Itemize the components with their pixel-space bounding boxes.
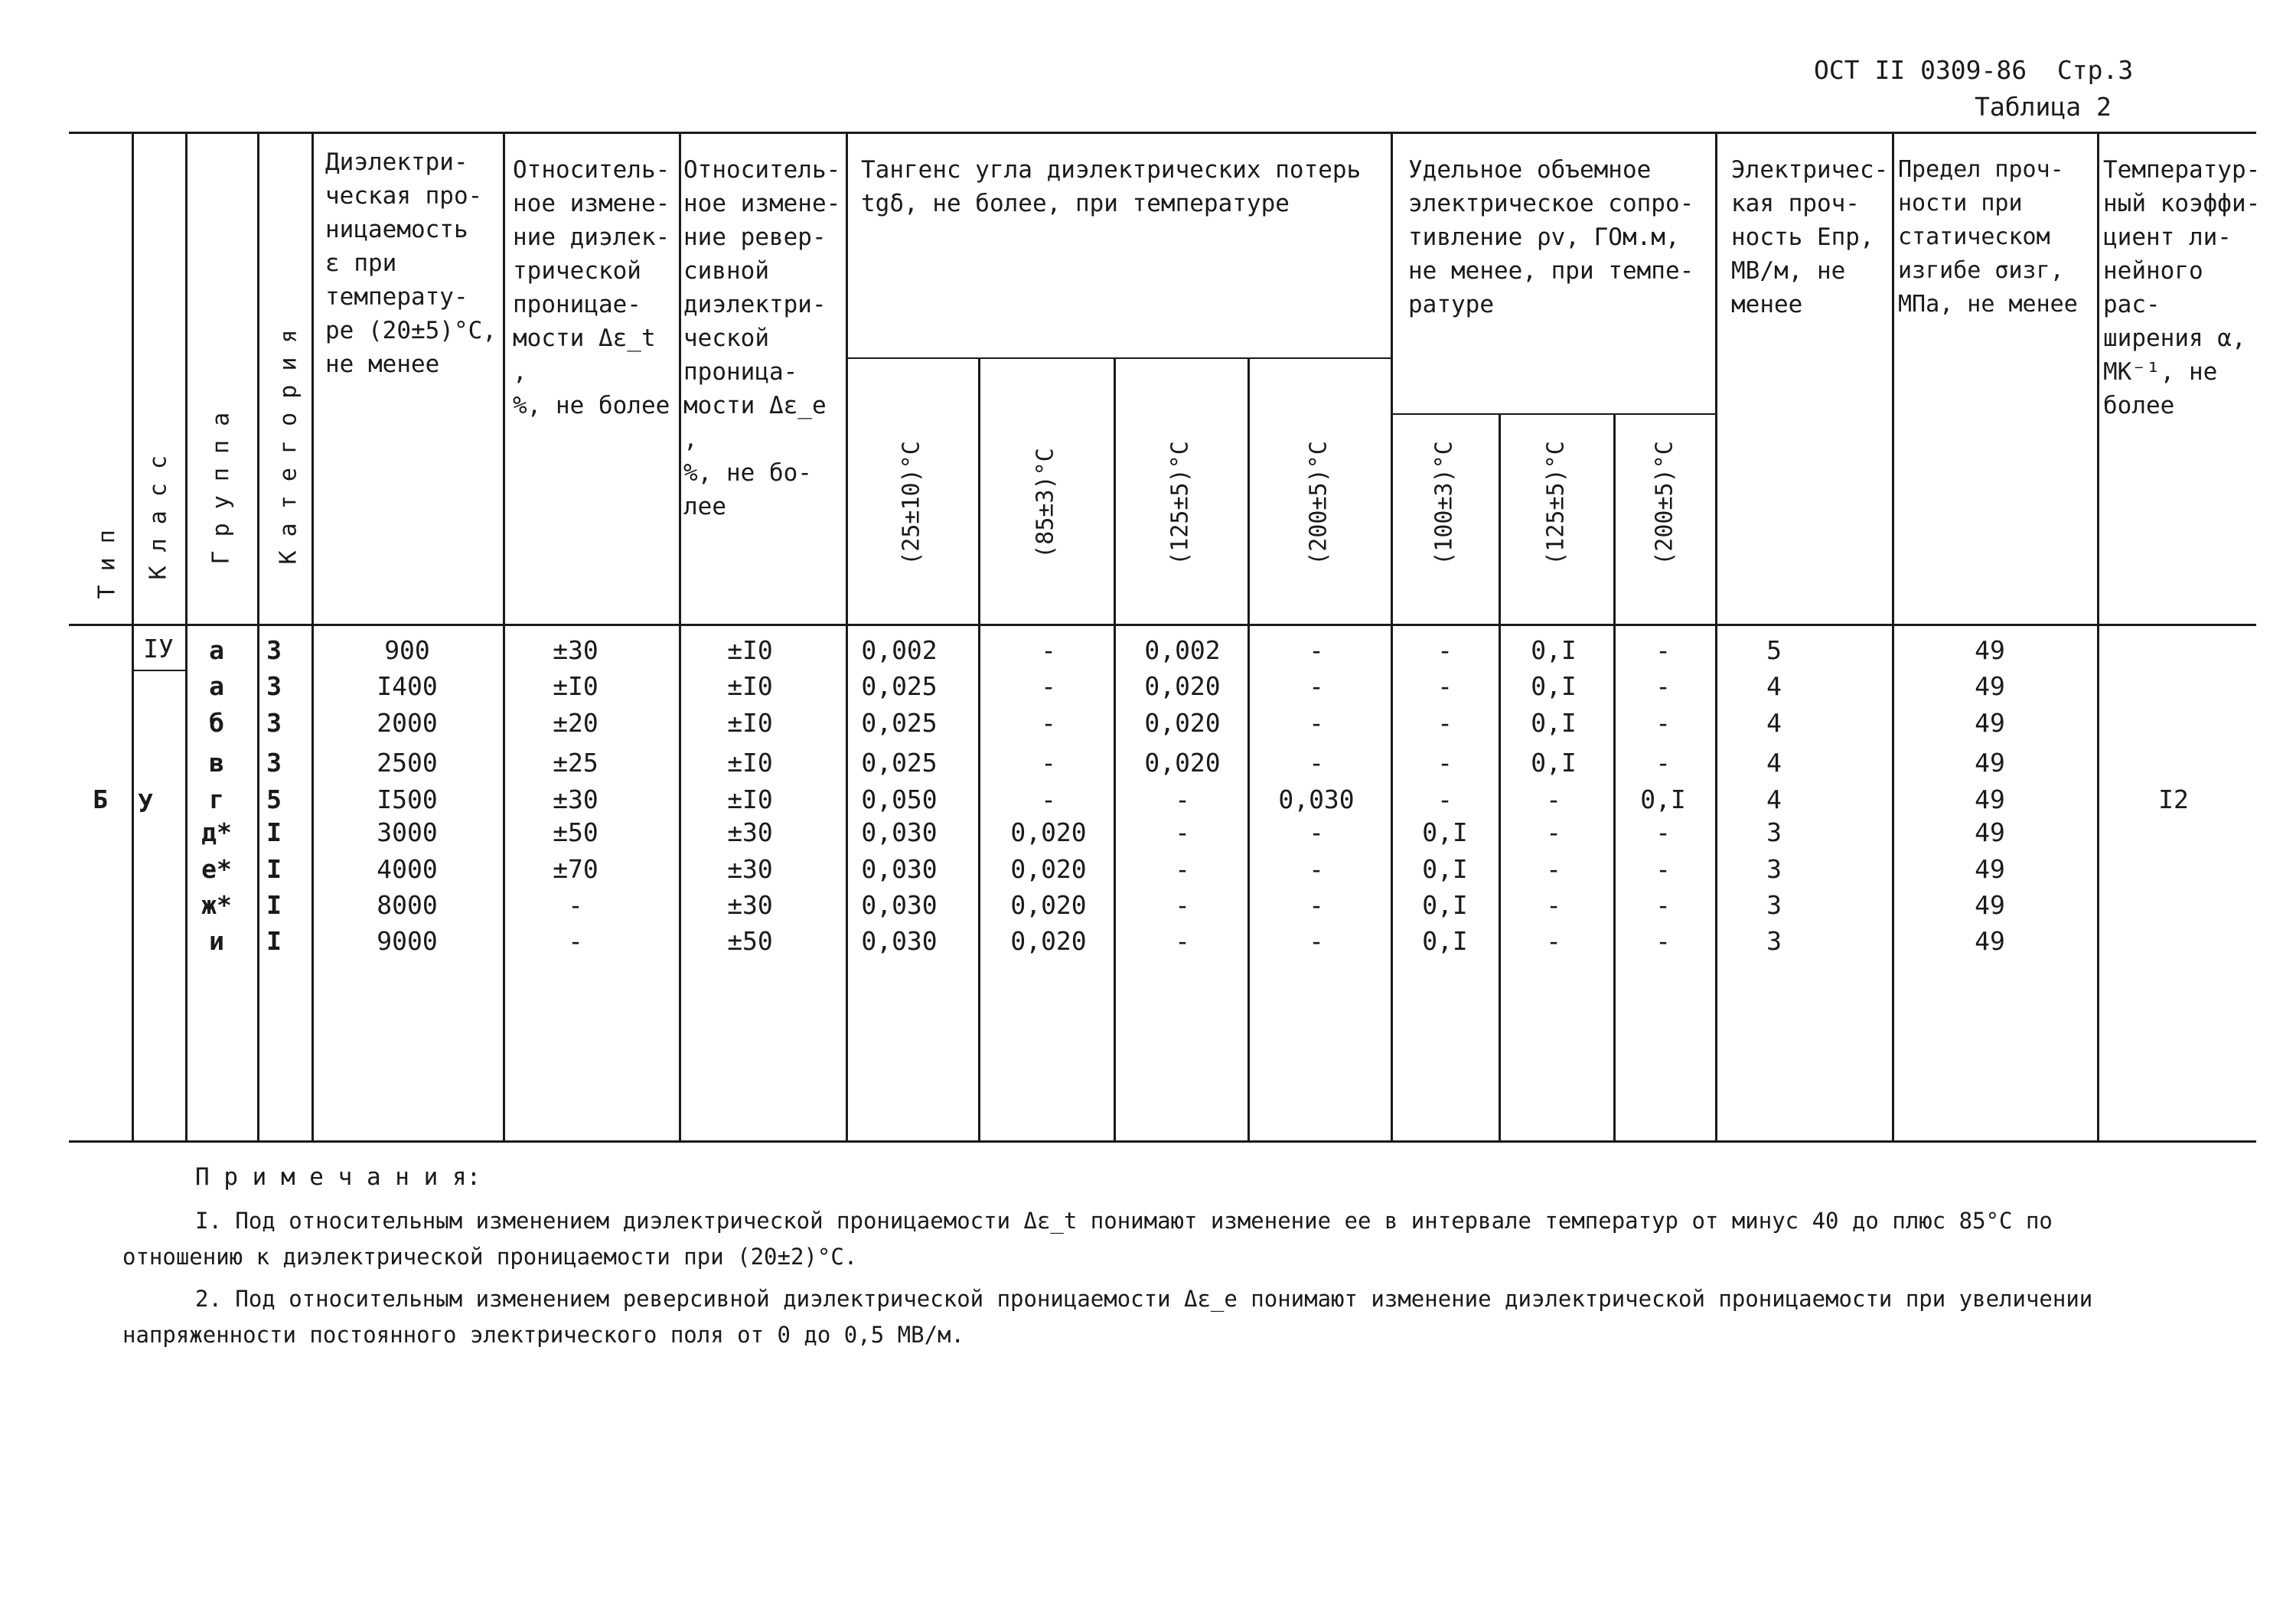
cell-t3: - [1175,817,1190,847]
cell-r2: - [1546,817,1561,847]
notes-title: П р и м е ч а н и я: [195,1163,481,1191]
cell-t4: - [1309,926,1324,956]
cell-de: ±I0 [727,671,773,701]
cell-kat: 3 [266,748,282,778]
cell-t1: 0,025 [861,748,938,778]
cell-de: ±I0 [727,708,773,738]
cell-bend: 49 [1975,708,2005,738]
header-res-group: Удельное объемное электрическое сопро- тивление ρv, ГОм.м, не менее, при темпе- ратуре [1408,156,1694,318]
cell-t1: 0,002 [861,635,938,665]
col-rule [503,132,505,1142]
cell-t4: - [1309,671,1324,701]
cell-epr: 4 [1766,748,1782,778]
cell-kat: 3 [266,635,282,665]
header-tan-t4: (200±5)°C [1305,441,1332,566]
cell-dt: ±20 [553,708,598,738]
cell-r2: - [1546,926,1561,956]
cell-dt: - [568,890,583,920]
cell-r1: - [1437,671,1453,701]
cell-gruppa: б [209,708,224,738]
cell-t1: 0,050 [861,784,938,814]
cell-r1: 0,I [1422,854,1468,884]
cell-epr: 4 [1766,708,1782,738]
cell-dt: - [568,926,583,956]
cell-dt: ±30 [553,635,598,665]
col-rule [978,357,980,1142]
cell-kat: I [266,926,282,956]
cell-gruppa: е* [201,854,232,884]
cell-klass-first: IУ [143,634,174,664]
cell-r2: 0,I [1531,635,1577,665]
cell-kat: 3 [266,708,282,738]
header-rev-change: Относитель- ное измене- ние ревер- сивной диэлектри- ческой проница- мости Δε_e , %, не бо- лее [683,156,841,520]
cell-t1: 0,025 [861,708,938,738]
table-label: Таблица 2 [1975,92,2112,122]
cell-r2: - [1546,854,1561,884]
cell-epr: 3 [1766,926,1782,956]
cell-dt: ±25 [553,748,598,778]
cell-t4: - [1309,708,1324,738]
cell-r3: - [1655,748,1671,778]
cell-t3: - [1175,784,1190,814]
cell-t4: - [1309,890,1324,920]
cell-de: ±I0 [727,635,773,665]
cell-gruppa: и [209,926,224,956]
note-2-line-2: напряженности постоянного электрического поля от 0 до 0,5 МВ/м. [122,1322,964,1348]
cell-eps: 2500 [377,748,438,778]
header-permittivity: Диэлектри- ческая про- ницаемость ε при температу- ре (20±5)°С, не менее [325,148,497,378]
cell-epr: 3 [1766,890,1782,920]
cell-kat: I [266,890,282,920]
tan-subheader-rule [846,357,1391,359]
cell-de: ±I0 [727,748,773,778]
cell-r1: 0,I [1422,926,1468,956]
header-klass: К л а с с [145,455,172,580]
note-1-line-1: I. Под относительным изменением диэлектрической проницаемости Δε_t понимают изменение ее в интервале температур от минус 40 до плюс 85°С по [195,1208,2053,1234]
cell-r3: 0,I [1640,784,1686,814]
cell-r2: - [1546,784,1561,814]
col-rule [1613,413,1616,1142]
cell-t2: - [1041,635,1056,665]
cell-r3: - [1655,817,1671,847]
cell-t2: 0,020 [1010,890,1087,920]
res-subheader-rule [1391,413,1715,415]
cell-t4: 0,030 [1278,784,1355,814]
cell-t1: 0,025 [861,671,938,701]
col-rule [1391,132,1393,1142]
cell-r3: - [1655,854,1671,884]
cell-epr: 4 [1766,784,1782,814]
cell-r3: - [1655,635,1671,665]
cell-kat: 5 [266,784,282,814]
cell-dt: ±I0 [553,671,598,701]
cell-gruppa: в [209,748,224,778]
cell-t3: 0,020 [1144,708,1221,738]
col-rule [679,132,681,1142]
cell-gruppa: а [209,635,224,665]
cell-t4: - [1309,817,1324,847]
header-res-t1: (100±3)°C [1430,441,1458,566]
cell-t2: - [1041,708,1056,738]
header-bottom-rule [69,624,2256,626]
cell-gruppa: а [209,671,224,701]
cell-bend: 49 [1975,817,2005,847]
cell-r1: - [1437,635,1453,665]
cell-t3: 0,020 [1144,671,1221,701]
header-tan-group: Тангенс угла диэлектрических потерь tgδ, не более, при температуре [861,156,1362,217]
cell-t3: 0,002 [1144,635,1221,665]
cell-dt: ±50 [553,817,598,847]
cell-bend: 49 [1975,784,2005,814]
cell-t2: - [1041,784,1056,814]
document-reference: ОСТ II 0309-86 Стр.3 [1814,55,2134,85]
col-rule [1499,413,1501,1142]
cell-t1: 0,030 [861,817,938,847]
cell-epr: 3 [1766,854,1782,884]
cell-de: ±30 [727,817,773,847]
cell-t2: 0,020 [1010,817,1087,847]
cell-t4: - [1309,748,1324,778]
cell-t1: 0,030 [861,890,938,920]
cell-t3: - [1175,926,1190,956]
cell-t4: - [1309,854,1324,884]
cell-gruppa: ж* [201,890,232,920]
header-kategoriya: К а т е г о р и я [275,329,302,565]
cell-r3: - [1655,890,1671,920]
cell-t3: 0,020 [1144,748,1221,778]
cell-kat: 3 [266,671,282,701]
cell-eps: 2000 [377,708,438,738]
cell-bend: 49 [1975,748,2005,778]
cell-eps: 8000 [377,890,438,920]
cell-bend: 49 [1975,890,2005,920]
cell-t3: - [1175,854,1190,884]
header-bend: Предел проч- ности при статическом изгибе σизг, МПа, не менее [1898,156,2078,318]
cell-epr: 3 [1766,817,1782,847]
cell-t4: - [1309,635,1324,665]
cell-bend: 49 [1975,671,2005,701]
cell-t2: - [1041,671,1056,701]
cell-tip: Б [93,784,108,814]
cell-de: ±I0 [727,784,773,814]
cell-r1: - [1437,708,1453,738]
cell-eps: 9000 [377,926,438,956]
cell-t1: 0,030 [861,854,938,884]
table-top-rule [69,132,2256,134]
header-strength: Электричес- кая проч- ность Епр, МВ/м, не менее [1731,156,1889,318]
cell-klass-rest: У [138,788,153,818]
cell-r2: 0,I [1531,671,1577,701]
cell-epr: 5 [1766,635,1782,665]
header-res-t3: (200±5)°C [1651,441,1678,566]
cell-t1: 0,030 [861,926,938,956]
cell-r1: - [1437,748,1453,778]
header-tan-t2: (85±3)°C [1032,448,1059,559]
cell-kat: I [266,854,282,884]
col-rule [1892,132,1894,1142]
header-rel-change: Относитель- ное измене- ние диэлек- трической проницае- мости Δε_t , %, не более [513,156,670,419]
cell-dt: ±70 [553,854,598,884]
cell-gruppa: д* [201,817,232,847]
col-rule [1715,132,1717,1142]
cell-t2: 0,020 [1010,926,1087,956]
cell-r3: - [1655,671,1671,701]
cell-eps: I500 [377,784,438,814]
cell-t2: - [1041,748,1056,778]
cell-r2: - [1546,890,1561,920]
cell-eps: 3000 [377,817,438,847]
cell-bend: 49 [1975,926,2005,956]
header-tan-t1: (25±10)°C [898,441,925,566]
cell-gruppa: г [209,784,224,814]
header-tip: Т и п [93,530,121,599]
cell-bend: 49 [1975,635,2005,665]
table-bottom-rule [69,1140,2256,1143]
cell-r2: 0,I [1531,748,1577,778]
header-gruppa: Г р у п п а [207,412,235,565]
cell-bend: 49 [1975,854,2005,884]
header-tan-t3: (125±5)°C [1166,441,1194,566]
cell-t2: 0,020 [1010,854,1087,884]
cell-r2: 0,I [1531,708,1577,738]
cell-eps: 4000 [377,854,438,884]
col-rule [1114,357,1116,1142]
cell-de: ±50 [727,926,773,956]
cell-de: ±30 [727,890,773,920]
cell-r1: - [1437,784,1453,814]
col-rule [846,132,848,1142]
cell-kat: I [266,817,282,847]
cell-epr: 4 [1766,671,1782,701]
cell-eps: I400 [377,671,438,701]
cell-eps: 900 [384,635,430,665]
cell-r3: - [1655,708,1671,738]
cell-r1: 0,I [1422,817,1468,847]
cell-t3: - [1175,890,1190,920]
col-rule [1247,357,1250,1142]
cell-de: ±30 [727,854,773,884]
cell-expansion: I2 [2158,784,2189,814]
cell-r3: - [1655,926,1671,956]
cell-r1: 0,I [1422,890,1468,920]
note-2-line-1: 2. Под относительным изменением реверсивной диэлектрической проницаемости Δε_e понимают изменение диэлектрической проницаемости при увеличении [195,1286,2093,1312]
note-1-line-2: отношению к диэлектрической проницаемости при (20±2)°С. [122,1244,858,1270]
header-res-t2: (125±5)°C [1542,441,1570,566]
header-expansion: Температур- ный коэффи- циент ли- нейного рас- ширения α, МК⁻¹, не более [2103,156,2261,419]
cell-dt: ±30 [553,784,598,814]
